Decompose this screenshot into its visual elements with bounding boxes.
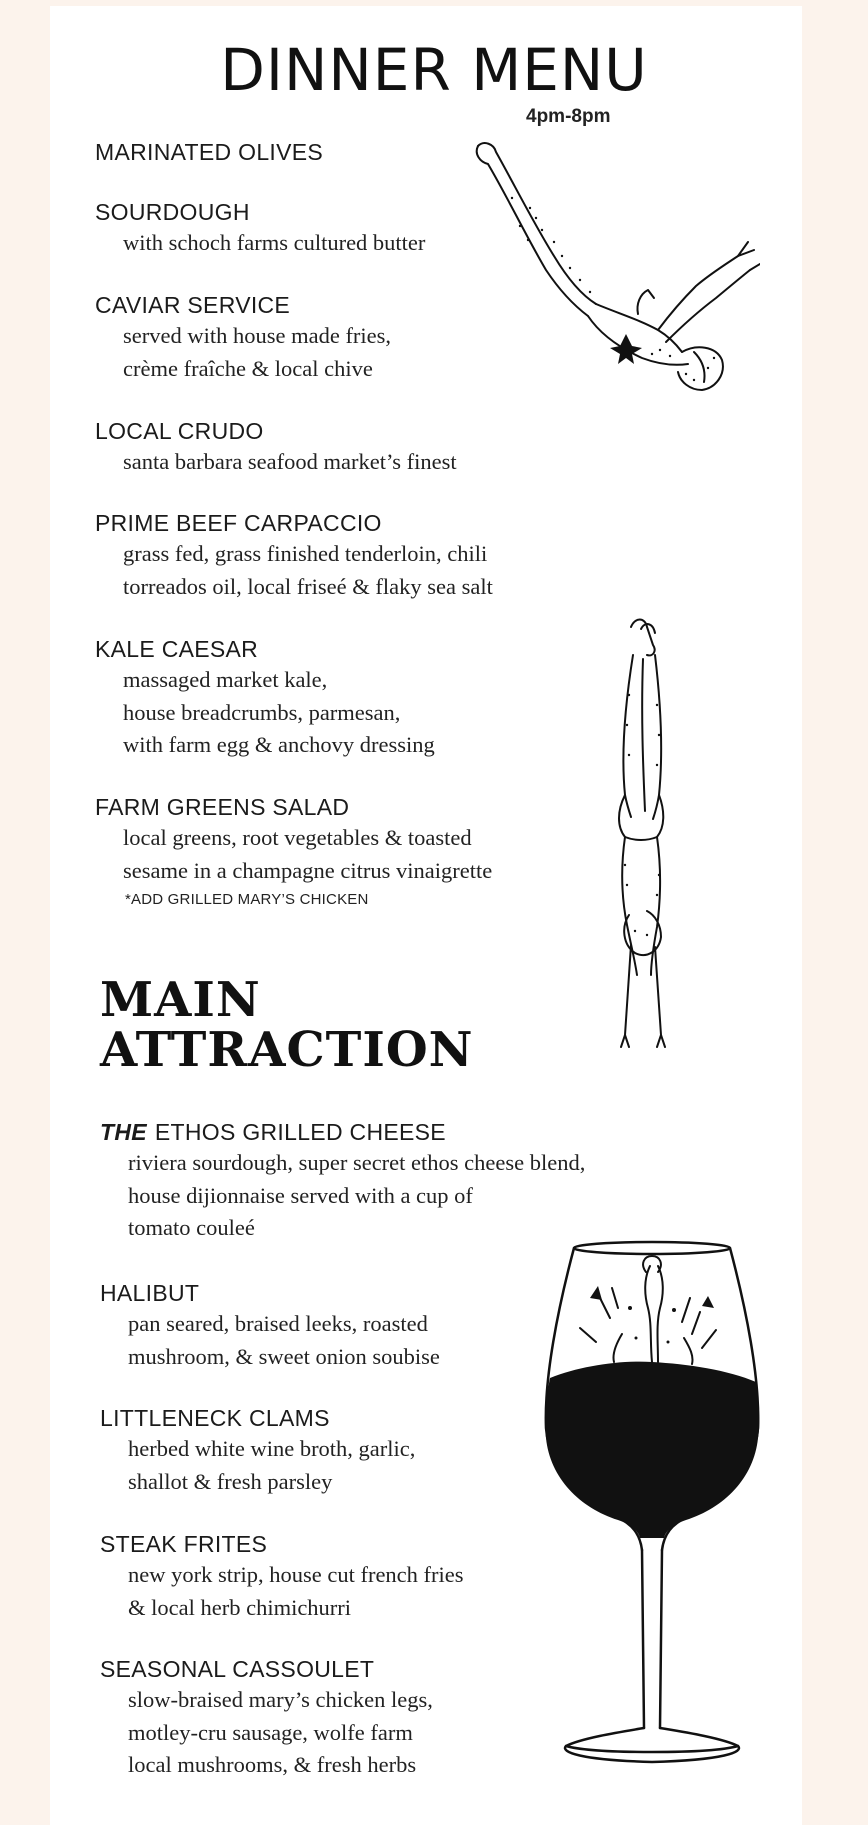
section-title-line: ATTRACTION bbox=[100, 1022, 474, 1078]
item-name: STEAK FRITES bbox=[100, 1531, 268, 1557]
item-desc: local greens, root vegetables & toasted bbox=[123, 825, 472, 850]
item-desc: santa barbara seafood market’s finest bbox=[123, 449, 457, 474]
item-desc: house dijionnaise served with a cup of bbox=[128, 1182, 473, 1208]
item-desc: slow-braised mary’s chicken legs, bbox=[128, 1687, 433, 1712]
menu-item-halibut bbox=[100, 1278, 440, 1373]
menu-hours: 4pm-8pm bbox=[526, 106, 611, 127]
item-desc: massaged market kale, bbox=[123, 667, 328, 692]
section-title-main-attraction bbox=[100, 972, 474, 1078]
menu-item-littleneck-clams bbox=[100, 1403, 415, 1498]
menu-item-prime-beef-carpaccio bbox=[95, 508, 493, 603]
item-desc: grass fed, grass finished tenderloin, chili bbox=[123, 541, 488, 566]
menu-item-farm-greens-salad bbox=[95, 792, 492, 908]
item-desc: house breadcrumbs, parmesan, bbox=[123, 699, 401, 725]
item-name-prefix: THE bbox=[100, 1119, 147, 1145]
item-desc: motley-cru sausage, wolfe farm bbox=[128, 1719, 413, 1745]
item-note: *ADD GRILLED MARY’S CHICKEN bbox=[125, 891, 369, 908]
item-desc: riviera sourdough, super secret ethos cheese blend, bbox=[128, 1150, 586, 1175]
diving-woman-illustration bbox=[470, 138, 760, 403]
item-name: HALIBUT bbox=[100, 1280, 200, 1306]
menu-item-local-crudo bbox=[95, 416, 457, 479]
item-name bbox=[100, 1117, 585, 1147]
item-name-text: ETHOS GRILLED CHEESE bbox=[154, 1119, 446, 1145]
item-desc: herbed white wine broth, garlic, bbox=[128, 1436, 416, 1461]
menu-item-ethos-grilled-cheese bbox=[100, 1117, 585, 1245]
wine-glass-illustration bbox=[540, 1238, 765, 1783]
item-desc: with farm egg & anchovy dressing bbox=[123, 732, 435, 757]
item-desc: shallot & fresh parsley bbox=[128, 1468, 333, 1494]
item-desc: sesame in a champagne citrus vinaigrette bbox=[123, 857, 493, 883]
item-name: CAVIAR SERVICE bbox=[95, 292, 291, 318]
item-desc: crème fraîche & local chive bbox=[123, 355, 373, 381]
item-name: SEASONAL CASSOULET bbox=[100, 1656, 375, 1682]
menu-item-marinated-olives bbox=[95, 137, 323, 167]
item-desc: & local herb chimichurri bbox=[128, 1594, 352, 1620]
item-desc: local mushrooms, & fresh herbs bbox=[128, 1752, 417, 1777]
item-desc: new york strip, house cut french fries bbox=[128, 1562, 464, 1587]
menu-item-caviar-service bbox=[95, 290, 391, 385]
item-desc: with schoch farms cultured butter bbox=[123, 230, 426, 255]
menu-item-steak-frites bbox=[100, 1529, 464, 1624]
item-name: KALE CAESAR bbox=[95, 636, 259, 662]
item-desc: served with house made fries, bbox=[123, 323, 392, 348]
menu-item-sourdough bbox=[95, 197, 425, 260]
vertical-diver-illustration bbox=[595, 615, 695, 1060]
item-name: PRIME BEEF CARPACCIO bbox=[95, 510, 382, 536]
item-name: LOCAL CRUDO bbox=[95, 418, 264, 444]
item-name: FARM GREENS SALAD bbox=[95, 794, 350, 820]
item-desc: tomato couleé bbox=[128, 1215, 255, 1240]
item-name: SOURDOUGH bbox=[95, 199, 250, 225]
menu-item-seasonal-cassoulet bbox=[100, 1654, 433, 1782]
section-title-line: MAIN bbox=[100, 972, 261, 1028]
menu-title: DINNER MENU bbox=[220, 36, 648, 104]
menu-item-kale-caesar bbox=[95, 634, 435, 762]
item-name: LITTLENECK CLAMS bbox=[100, 1405, 330, 1431]
item-name: MARINATED OLIVES bbox=[95, 139, 324, 165]
item-desc: pan seared, braised leeks, roasted bbox=[128, 1311, 428, 1336]
item-desc: mushroom, & sweet onion soubise bbox=[128, 1343, 440, 1369]
item-desc: torreados oil, local friseé & flaky sea salt bbox=[123, 573, 493, 599]
